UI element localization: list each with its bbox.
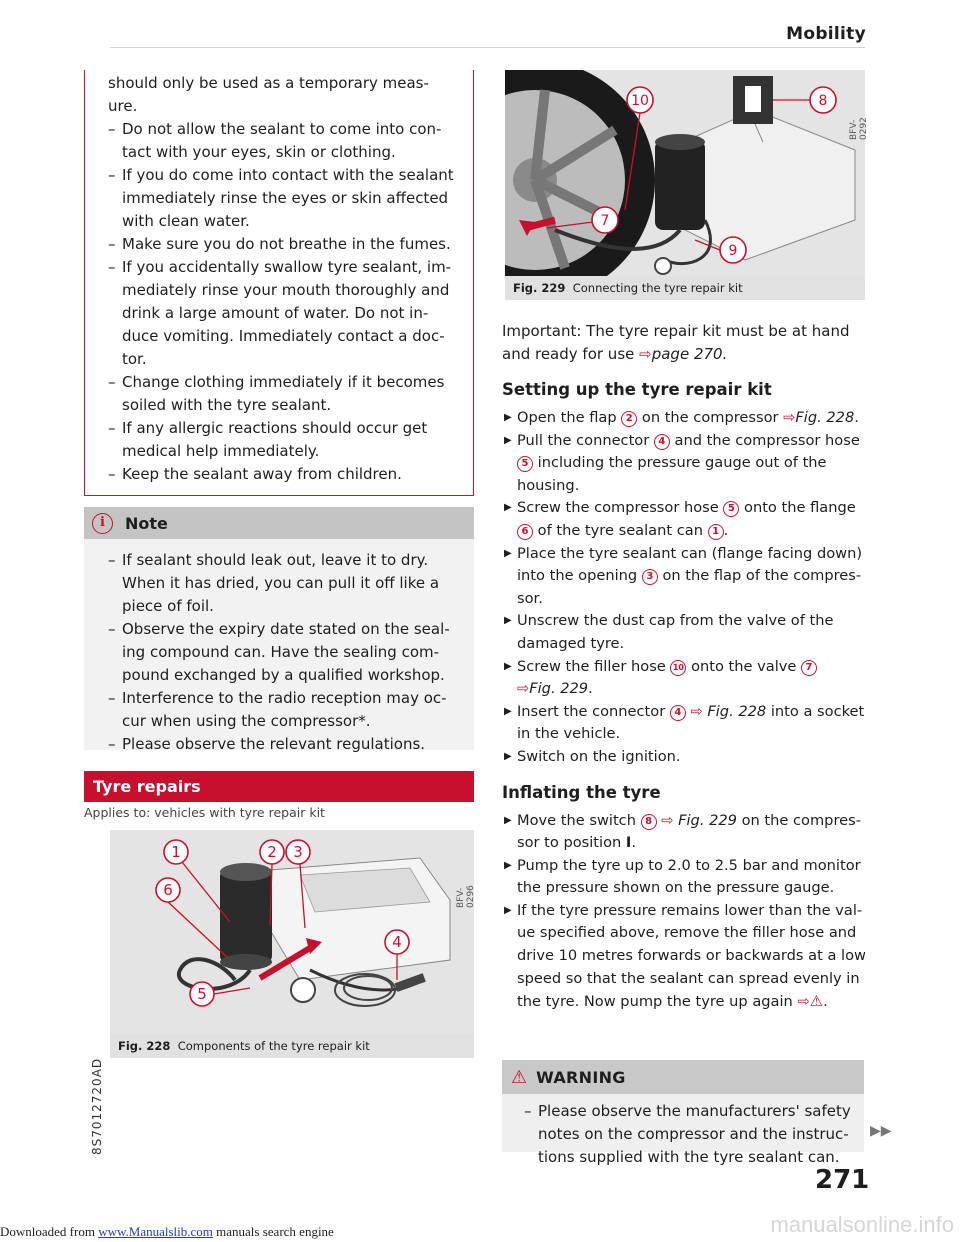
step: ▶ Move the switch 8 ⇨ Fig. 229 on the compres- sor to position I. (504, 811, 861, 852)
figure-caption: Fig. 228 Components of the tyre repair kit (110, 1034, 474, 1058)
callout-4: 4 (392, 933, 402, 951)
warning-header (502, 1060, 864, 1094)
warning-title: WARNING (536, 1067, 626, 1087)
step: ▶ Insert the connector 4 ⇨ Fig. 228 into a socket in the vehicle. (504, 702, 865, 743)
callout-2: 2 (267, 843, 277, 861)
callout-10: 10 (631, 93, 649, 109)
callout-8: 8 (818, 93, 828, 109)
note-item: – Please observe the relevant regulations. (108, 735, 426, 753)
figure-228 (110, 830, 474, 1058)
warning-item: – Change clothing immediately if it becomes soiled with the tyre sealant. (108, 373, 445, 414)
warning-box (502, 1060, 864, 1166)
step: ▶ Pump the tyre up to 2.0 to 2.5 bar and monitor the pressure shown on the pressure gauge. (504, 856, 861, 897)
document-code: 8S7012720AD (90, 1057, 104, 1155)
footer: Downloaded from www.Manualslib.com manuals search engine (0, 1224, 334, 1239)
warning-intro: should only be used as a temporary meas- ure. (108, 74, 429, 115)
warning-item: – Please observe the manufacturers' safety notes on the compressor and the instruc- tions supplied with the tyre sealant can. (524, 1102, 851, 1166)
step: ▶ Unscrew the dust cap from the valve of the damaged tyre. (504, 612, 834, 652)
callout-1: 1 (171, 843, 181, 861)
connecting-kit-illustration (505, 70, 865, 276)
figure-code: BFV-0292 (849, 117, 869, 140)
note-title: Note (125, 513, 168, 533)
applies-to: Applies to: vehicles with tyre repair kit (84, 805, 325, 820)
callout-5: 5 (197, 985, 207, 1003)
note-item: – If sealant should leak out, leave it to dry. When it has dried, you can pull it off like a piece of foil. (108, 551, 440, 615)
warning-item: – Make sure you do not breathe in the fumes. (108, 235, 451, 253)
intro-paragraph: Important: The tyre repair kit must be at hand and ready for use ⇨page 270. (502, 322, 850, 363)
footer-link[interactable]: www.Manualslib.com (98, 1224, 213, 1239)
continue-arrow-icon: ▶▶ (870, 1123, 892, 1139)
warning-triangle-icon: ⚠ (511, 1066, 528, 1088)
note-item: – Interference to the radio reception may oc- cur when using the compressor*. (108, 689, 447, 730)
callout-7: 7 (600, 213, 610, 229)
header-rule (110, 47, 865, 48)
callout-9: 9 (728, 243, 738, 259)
warning-item: – If you accidentally swallow tyre sealant, im- mediately rinse your mouth thoroughly and drink a large amount of water. Do not in- duce vomiting. Immediately contact a doc- tor. (108, 258, 452, 368)
tyre-repairs-heading: Tyre repairs (84, 771, 474, 802)
page-number: 271 (815, 1165, 870, 1195)
warning-text (84, 72, 464, 486)
watermark: manualsonline.info (770, 1212, 954, 1237)
step: ▶ Place the tyre sealant can (flange facing down) into the opening 3 on the flap of the compres- sor. (504, 544, 863, 607)
figure-caption: Fig. 229 Connecting the tyre repair kit (505, 276, 865, 300)
figure-229 (505, 70, 869, 300)
note-item: – Observe the expiry date stated on the seal- ing compound can. Have the sealing com- pound exchanged by a qualified workshop. (108, 620, 450, 684)
section-title: Mobility (786, 24, 866, 44)
inflate-heading: Inflating the tyre (502, 782, 661, 802)
callout-3: 3 (293, 843, 303, 861)
note-box (84, 507, 474, 753)
warning-item: – Do not allow the sealant to come into con- tact with your eyes, skin or clothing. (108, 120, 442, 161)
page-reference[interactable]: page 270. (651, 345, 728, 363)
callout-6: 6 (163, 881, 173, 899)
step: ▶ Open the flap 2 on the compressor ⇨Fig. 228. (504, 409, 859, 426)
tyre-repair-kit-illustration (110, 830, 474, 1034)
step: ▶ If the tyre pressure remains lower than the val- ue specified above, remove the filler hose and drive 10 metres forwards or backwards at a low speed so that the sealant can spread evenly in the tyre. Now pump the tyre up again ⇨⚠. (504, 901, 866, 1011)
setup-heading: Setting up the tyre repair kit (502, 380, 772, 399)
step: ▶ Switch on the ignition. (504, 747, 681, 765)
figure-code: BFV-0296 (456, 885, 476, 908)
info-icon: i (92, 513, 113, 534)
warning-item: – Keep the sealant away from children. (108, 465, 402, 483)
step: ▶ Screw the compressor hose 5 onto the flange 6 of the tyre sealant can 1 . (504, 499, 856, 539)
warning-item: – If any allergic reactions should occur get medical help immediately. (108, 419, 428, 460)
right-column (502, 320, 868, 1014)
warning-item: – If you do come into contact with the sealant immediately rinse the eyes or skin affected with clean water. (108, 166, 454, 230)
note-header (84, 507, 474, 539)
step: ▶ Screw the filler hose 10 onto the valve 7 ⇨Fig. 229. (502, 656, 868, 701)
step: ▶ Pull the connector 4 and the compressor hose 5 including the pressure gauge out of the housing. (504, 431, 860, 494)
